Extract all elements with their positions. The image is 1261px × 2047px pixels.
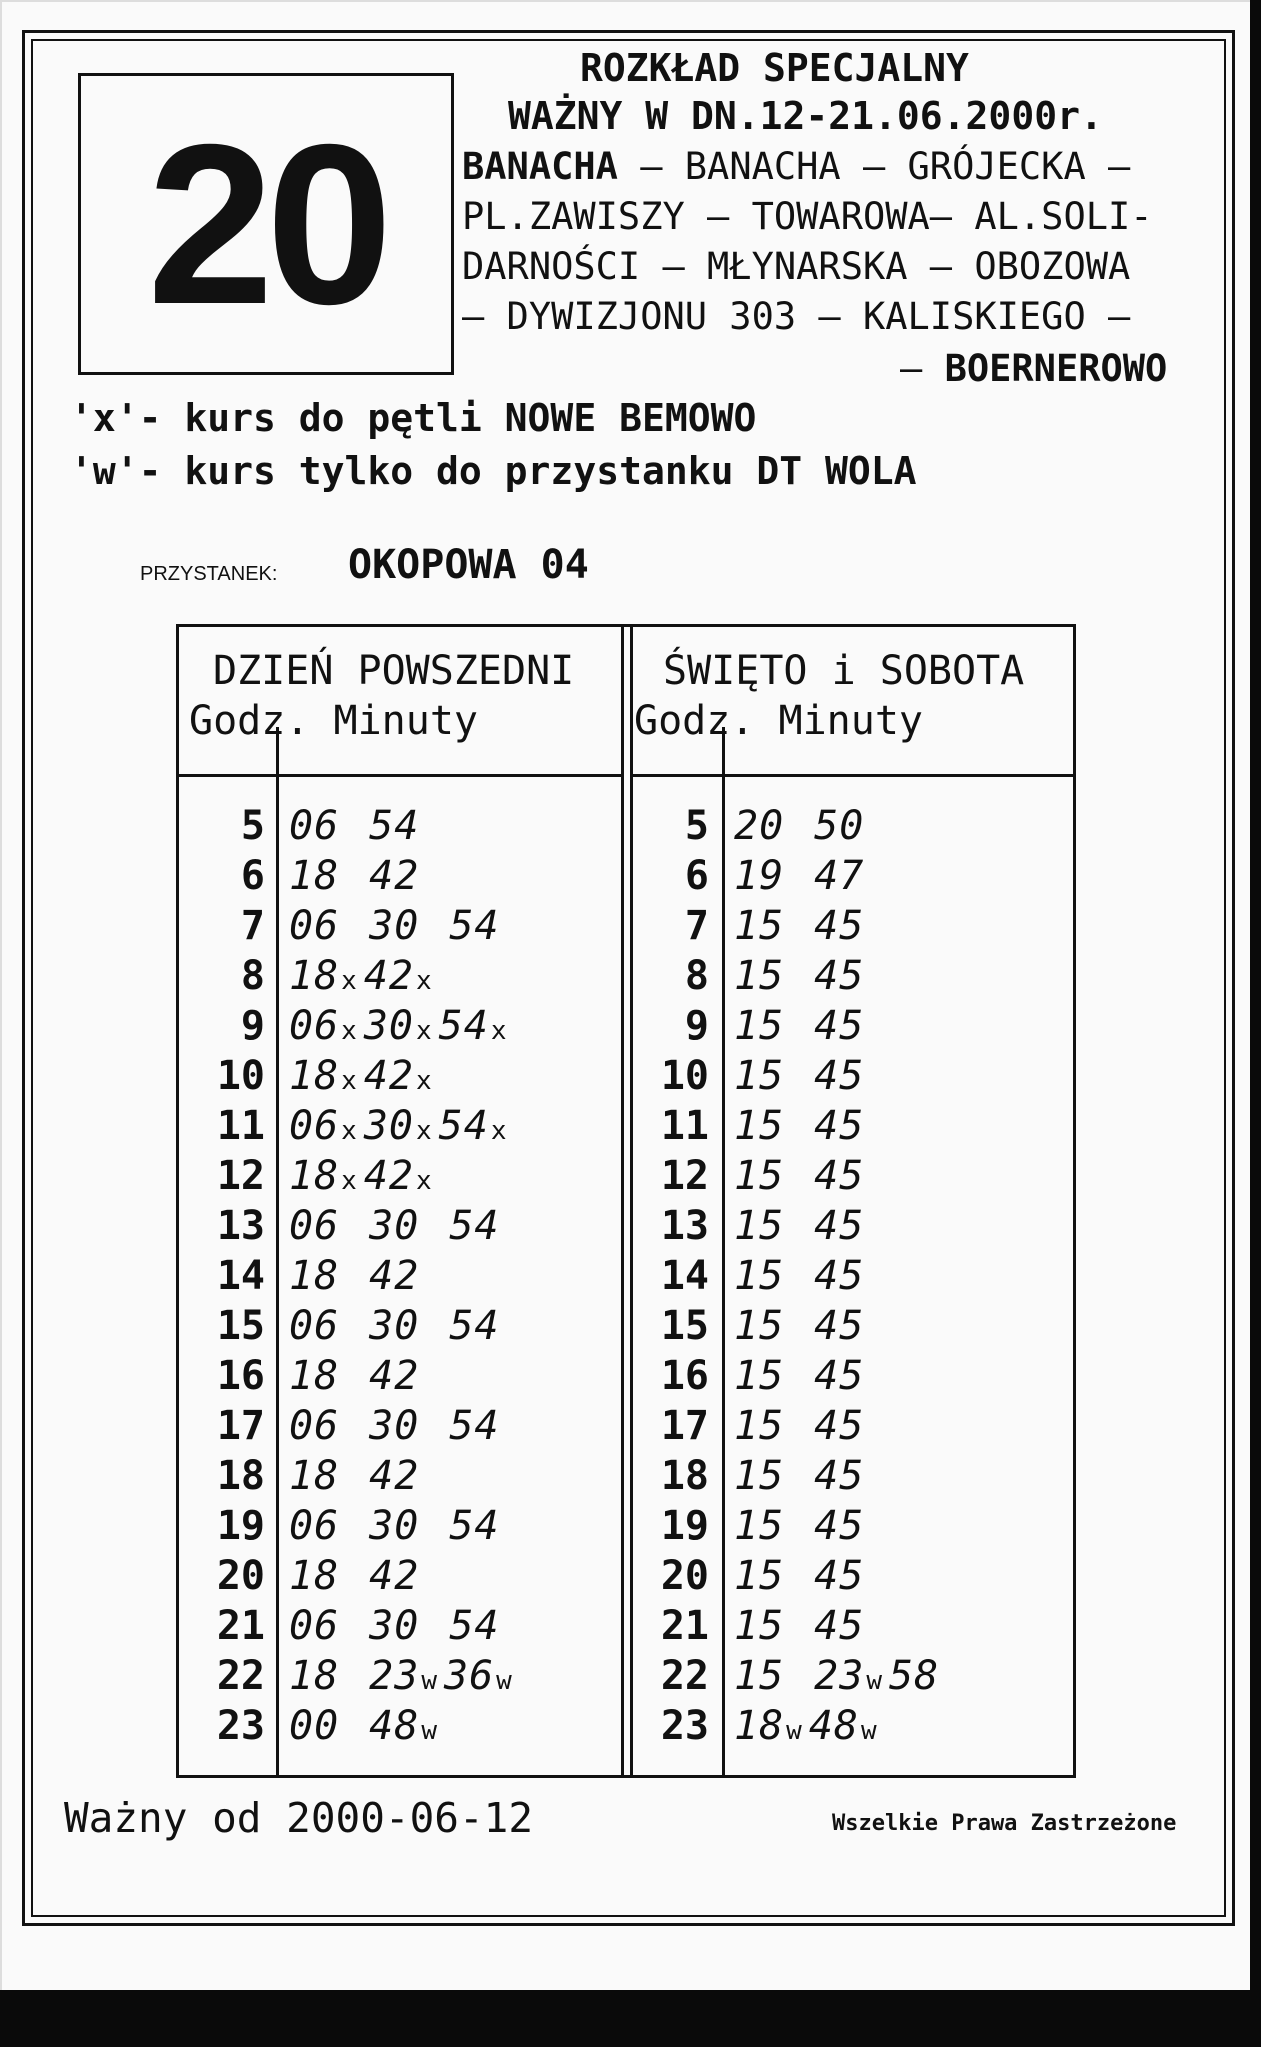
departure-minute: 00	[289, 1703, 340, 1749]
departure	[734, 1503, 784, 1549]
weekday-header-rule	[179, 774, 621, 777]
route-end: BOERNEROWO	[944, 347, 1168, 390]
departure-minute: 06	[289, 1403, 340, 1449]
departure-minute: 06	[289, 1303, 340, 1349]
holiday-header-rule	[630, 774, 1073, 777]
departure-minute: 45	[814, 1553, 865, 1599]
table-row	[179, 1551, 1059, 1601]
hour-cell: 16	[216, 1353, 265, 1399]
departure	[814, 1053, 864, 1099]
departure-minute: 45	[814, 1053, 865, 1099]
table-row	[179, 1301, 1059, 1351]
hour-cell: 15	[660, 1303, 709, 1349]
departure-minute: 30	[369, 1203, 420, 1249]
departure-suffix: w	[496, 1666, 513, 1696]
departure-minute: 42	[369, 853, 420, 899]
departure-minute: 06	[289, 903, 340, 949]
departure-minute: 42	[369, 1353, 420, 1399]
departure	[814, 1453, 864, 1499]
departure-minute: 30	[369, 903, 420, 949]
hour-cell: 5	[240, 803, 265, 849]
departure	[814, 1103, 864, 1149]
departure-minute: 15	[734, 1253, 785, 1299]
departure-minute: 18	[734, 1703, 785, 1749]
hour-cell: 6	[684, 853, 709, 899]
departure-minute: 50	[814, 803, 865, 849]
departure	[889, 1653, 939, 1699]
departure-minute: 15	[734, 1003, 785, 1049]
departure-minute: 54	[369, 803, 420, 849]
hour-cell: 12	[216, 1153, 265, 1199]
hour-cell: 8	[240, 953, 265, 999]
hour-cell: 18	[216, 1453, 265, 1499]
departure-minute: 15	[734, 1503, 785, 1549]
departure-suffix: x	[416, 1016, 433, 1046]
departure	[734, 1203, 784, 1249]
departure-minute: 23	[814, 1653, 865, 1699]
table-row	[179, 901, 1059, 951]
departure-minute: 15	[734, 903, 785, 949]
hour-cell: 23	[216, 1703, 265, 1749]
hour-cell: 19	[660, 1503, 709, 1549]
departure-minute: 58	[889, 1653, 940, 1699]
departure	[814, 1553, 864, 1599]
departure-minute: 45	[814, 1303, 865, 1349]
departure-minute: 15	[734, 1203, 785, 1249]
departure-suffix: w	[421, 1666, 438, 1696]
hour-cell: 19	[216, 1503, 265, 1549]
route-end-prefix: –	[900, 347, 945, 390]
departure-minute: 18	[289, 1253, 340, 1299]
departure-minute: 15	[734, 1153, 785, 1199]
stop-name: OKOPOWA 04	[348, 542, 589, 588]
departure-minute: 45	[814, 1503, 865, 1549]
departure-minute: 06	[289, 1203, 340, 1249]
legend-x: 'x'- kurs do pętli NOWE BEMOWO	[70, 396, 757, 440]
departure-minute: 30	[369, 1403, 420, 1449]
departure-minute: 30	[363, 1103, 414, 1149]
departure-minute: 54	[438, 1003, 489, 1049]
departure	[734, 1553, 784, 1599]
departure-minute: 45	[814, 1353, 865, 1399]
route-line-2: PL.ZAWISZY – TOWAROWA– AL.SOLI-	[462, 195, 1153, 238]
hour-cell: 6	[240, 853, 265, 899]
departure-minute: 45	[814, 1003, 865, 1049]
valid-from: Ważny od 2000-06-12	[64, 1794, 533, 1842]
departure-suffix: x	[341, 966, 358, 996]
route-start: BANACHA	[462, 145, 618, 188]
departure-minute: 30	[369, 1503, 420, 1549]
departure-minute: 45	[814, 1403, 865, 1449]
table-row	[179, 851, 1059, 901]
holiday-title: ŚWIĘTO i SOBOTA	[663, 648, 1025, 694]
table-row	[179, 1051, 1059, 1101]
departure-minute: 48	[369, 1703, 420, 1749]
departure-minute: 54	[449, 1603, 500, 1649]
departure	[734, 853, 784, 899]
departure-minute: 23	[369, 1653, 420, 1699]
departure-minute: 15	[734, 1353, 785, 1399]
hour-cell: 14	[660, 1253, 709, 1299]
departure	[814, 1253, 864, 1299]
minutes-cell	[734, 851, 894, 901]
minutes-cell	[734, 1101, 894, 1151]
departure	[734, 1103, 784, 1149]
departure-minute: 15	[734, 1603, 785, 1649]
table-row	[179, 1601, 1059, 1651]
departure-minute: 45	[814, 1253, 865, 1299]
minutes-cell	[734, 1301, 894, 1351]
departure-minute: 15	[734, 1653, 785, 1699]
stop-label: PRZYSTANEK:	[140, 563, 278, 585]
departure-minute: 42	[363, 953, 414, 999]
route-line-5	[900, 344, 1200, 394]
departure	[814, 1403, 864, 1449]
minutes-cell	[734, 1401, 894, 1451]
hour-cell: 20	[216, 1553, 265, 1599]
departure-minute: 18	[289, 1353, 340, 1399]
table-row	[179, 1101, 1059, 1151]
table-row	[179, 951, 1059, 1001]
departure-minute: 15	[734, 1553, 785, 1599]
departure-minute: 06	[289, 1003, 340, 1049]
validity-dates: WAŻNY W DN.12-21.06.2000r.	[508, 94, 1103, 138]
table-row	[179, 1251, 1059, 1301]
hour-cell: 14	[216, 1253, 265, 1299]
departure-suffix: x	[341, 1166, 358, 1196]
departure-minute: 36	[444, 1653, 495, 1699]
departure-minute: 54	[449, 1303, 500, 1349]
departure-minute: 54	[449, 903, 500, 949]
departure	[814, 1203, 864, 1249]
departure-minute: 45	[814, 903, 865, 949]
minutes-cell	[734, 1251, 894, 1301]
hour-cell: 10	[216, 1053, 265, 1099]
route-line-1	[462, 142, 1222, 192]
departure-minute: 42	[369, 1253, 420, 1299]
hour-cell: 5	[684, 803, 709, 849]
hour-cell: 21	[660, 1603, 709, 1649]
departure	[814, 1503, 864, 1549]
timetable-table	[176, 624, 1076, 1778]
table-row	[179, 1701, 1059, 1751]
departure-minute: 18	[289, 1453, 340, 1499]
departure-minute: 18	[289, 1153, 340, 1199]
table-row	[179, 1001, 1059, 1051]
table-row	[179, 1451, 1059, 1501]
departure-minute: 45	[814, 1153, 865, 1199]
minutes-cell	[734, 1001, 894, 1051]
departure-minute: 18	[289, 1053, 340, 1099]
departure	[814, 1303, 864, 1349]
departure-suffix: x	[341, 1016, 358, 1046]
hour-cell: 17	[660, 1403, 709, 1449]
departure-minute: 18	[289, 953, 340, 999]
hour-cell: 9	[240, 1003, 265, 1049]
departure	[814, 953, 864, 999]
table-row	[179, 1651, 1059, 1701]
table-row	[179, 1151, 1059, 1201]
departure-minute: 54	[449, 1403, 500, 1449]
departure	[814, 1003, 864, 1049]
departure-suffix: x	[341, 1116, 358, 1146]
departure-minute: 18	[289, 1553, 340, 1599]
departure-suffix: w	[786, 1716, 803, 1746]
departure	[734, 1453, 784, 1499]
hour-cell: 11	[660, 1103, 709, 1149]
departure-minute: 06	[289, 1103, 340, 1149]
hour-cell: 8	[684, 953, 709, 999]
departure-minute: 48	[808, 1703, 859, 1749]
hour-cell: 16	[660, 1353, 709, 1399]
departure	[814, 1153, 864, 1199]
departure-minute: 19	[734, 853, 785, 899]
departure-minute: 30	[369, 1303, 420, 1349]
holiday-subheader: Godz. Minuty	[634, 698, 923, 744]
departure-suffix: x	[416, 1066, 433, 1096]
hour-cell: 17	[216, 1403, 265, 1449]
departure-suffix: w	[861, 1716, 878, 1746]
timetable-title: ROZKŁAD SPECJALNY	[580, 46, 969, 90]
departure-suffix: x	[341, 1066, 358, 1096]
hour-cell: 18	[660, 1453, 709, 1499]
departure-minute: 30	[369, 1603, 420, 1649]
departure-suffix: x	[490, 1016, 508, 1046]
departure	[734, 953, 784, 999]
weekday-subheader: Godz. Minuty	[189, 698, 478, 744]
departure-minute: 15	[734, 1053, 785, 1099]
departure-minute: 54	[449, 1203, 500, 1249]
departure-minute: 45	[814, 953, 865, 999]
minutes-cell	[734, 1151, 894, 1201]
hour-cell: 7	[240, 903, 265, 949]
departure-minute: 20	[734, 803, 785, 849]
route-line-4: – DYWIZJONU 303 – KALISKIEGO –	[462, 295, 1131, 338]
rights-notice: Wszelkie Prawa Zastrzeżone	[832, 1811, 1177, 1836]
departure-minute: 42	[363, 1153, 414, 1199]
hour-cell: 15	[216, 1303, 265, 1349]
departure	[734, 1353, 784, 1399]
minutes-cell	[734, 951, 894, 1001]
minutes-cell	[734, 1501, 894, 1551]
departure	[734, 1303, 784, 1349]
hour-cell: 21	[216, 1603, 265, 1649]
departure	[814, 803, 864, 849]
departure-suffix: x	[416, 1166, 433, 1196]
hour-cell: 22	[660, 1653, 709, 1699]
route-number: 20	[147, 98, 385, 352]
departure-minute: 54	[438, 1103, 489, 1149]
departure	[734, 1403, 784, 1449]
departure-minute: 54	[449, 1503, 500, 1549]
legend-w: 'w'- kurs tylko do przystanku DT WOLA	[70, 449, 917, 493]
departure	[734, 1053, 784, 1099]
minutes-cell	[734, 1201, 894, 1251]
departure	[734, 803, 784, 849]
departure	[814, 903, 864, 949]
hour-cell: 10	[660, 1053, 709, 1099]
departure	[814, 853, 864, 899]
minutes-cell	[734, 1651, 969, 1706]
departure-minute: 15	[734, 1403, 785, 1449]
table-row	[179, 1351, 1059, 1401]
departure-minute: 15	[734, 1453, 785, 1499]
hour-cell: 13	[660, 1203, 709, 1249]
weekday-title: DZIEŃ POWSZEDNI	[213, 648, 575, 694]
route-line-3: DARNOŚCI – MŁYNARSKA – OBOZOWA	[462, 245, 1131, 288]
departure-minute: 06	[289, 1603, 340, 1649]
departure-minute: 45	[814, 1453, 865, 1499]
departure-minute: 45	[814, 1203, 865, 1249]
departure	[734, 1603, 784, 1649]
departure-minute: 18	[289, 1653, 340, 1699]
departure-minute: 42	[363, 1053, 414, 1099]
departure-suffix: x	[416, 1116, 433, 1146]
table-row	[179, 801, 1059, 851]
minutes-cell	[734, 1551, 894, 1601]
hour-cell: 9	[684, 1003, 709, 1049]
departure-suffix: w	[866, 1666, 883, 1696]
minutes-cell	[734, 1701, 884, 1756]
departure-minute: 47	[814, 853, 865, 899]
departure-minute: 15	[734, 1303, 785, 1349]
departure	[734, 1003, 784, 1049]
departure-minute: 42	[369, 1453, 420, 1499]
departure-minute: 15	[734, 1103, 785, 1149]
departure-minute: 30	[363, 1003, 414, 1049]
hour-cell: 11	[216, 1103, 265, 1149]
departure-suffix: x	[416, 966, 433, 996]
minutes-cell	[734, 1451, 894, 1501]
minutes-cell	[734, 1351, 894, 1401]
departure-minute: 18	[289, 853, 340, 899]
departure-minute: 06	[289, 1503, 340, 1549]
minutes-cell	[734, 1601, 894, 1651]
departure	[734, 903, 784, 949]
hour-cell: 23	[660, 1703, 709, 1749]
route-number-box	[78, 73, 454, 375]
departure-minute: 42	[369, 1553, 420, 1599]
departure	[734, 1153, 784, 1199]
route-line-1-rest: – BANACHA – GRÓJECKA –	[617, 145, 1131, 188]
departure-suffix: x	[490, 1116, 508, 1146]
hour-cell: 7	[684, 903, 709, 949]
hour-cell: 12	[660, 1153, 709, 1199]
table-row	[179, 1201, 1059, 1251]
departure	[814, 1603, 864, 1649]
departure-minute: 45	[814, 1103, 865, 1149]
departure	[814, 1353, 864, 1399]
departure-minute: 06	[289, 803, 340, 849]
hour-cell: 22	[216, 1653, 265, 1699]
minutes-cell	[734, 801, 894, 851]
departure	[734, 1253, 784, 1299]
table-row	[179, 1501, 1059, 1551]
table-row	[179, 1401, 1059, 1451]
minutes-cell	[734, 1051, 894, 1101]
departure	[734, 1703, 803, 1749]
hour-cell: 13	[216, 1203, 265, 1249]
minutes-cell	[734, 901, 894, 951]
departure	[734, 1653, 784, 1699]
departure	[809, 1703, 878, 1749]
departure-suffix: w	[421, 1716, 438, 1746]
hour-cell: 20	[660, 1553, 709, 1599]
departure-minute: 45	[814, 1603, 865, 1649]
departure	[814, 1653, 883, 1699]
departure-minute: 15	[734, 953, 785, 999]
